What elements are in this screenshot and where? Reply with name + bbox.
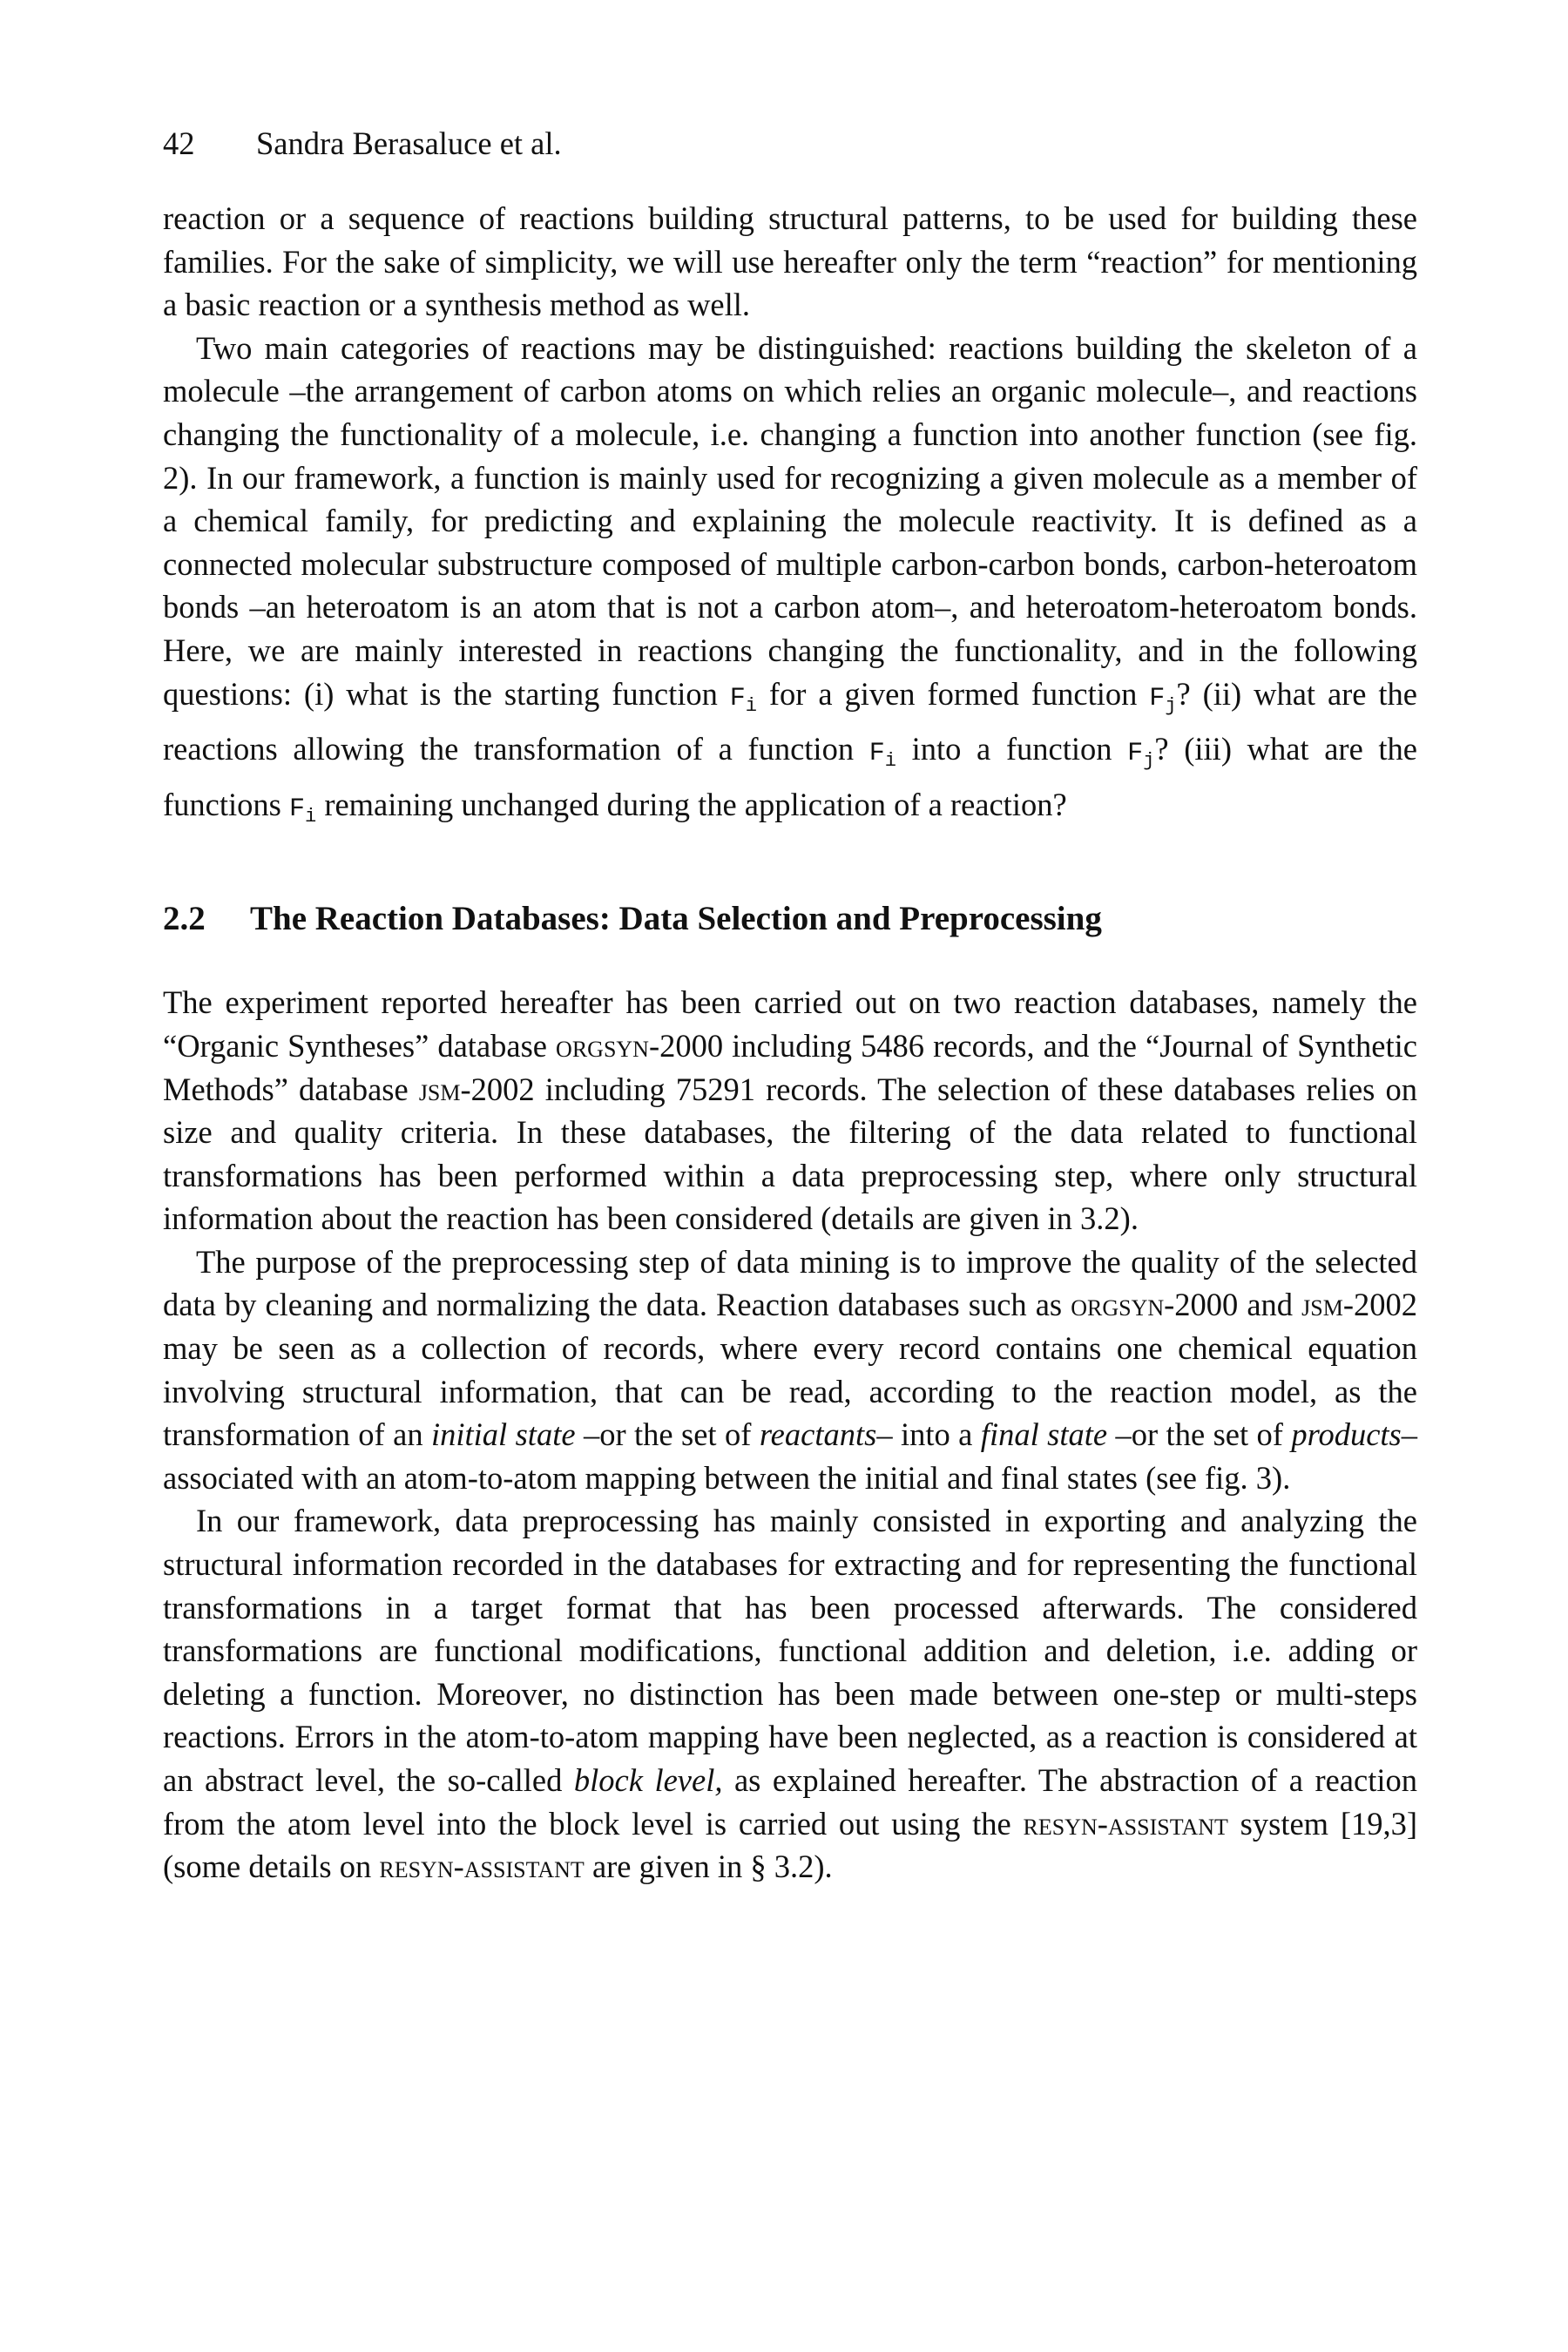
paragraph-reaction-categories: Two main categories of reactions may be distinguished: reactions building the skeleton of a molecule –the arrangement of carbon atoms on which relies an organic molecule–, and reactions changing the functionality of a molecule, i.e. changing a function into another function (see fig. 2). In our framework, a function is mainly used for recognizing a given molecule as a member of a chemical family, for predicting and explaining the molecule reactivity. It is defined as a connected molecular substructure composed of multiple carbon-carbon bonds, carbon-heteroatom bonds –an heteroatom is an atom that is not a carbon atom–, and heteroatom-heteroatom bonds. Here, we are mainly interested in reactions changing the functionality, and in the following questions: (i) what is the starting function $F_i$ for a given formed function $F_j$? (ii) what are the reactions allowing the transformation of a function $F_i$ into a function $F_j$? (iii) what are the functions $F_i$ remaining unchanged during the application of a reaction?	[163, 329, 1418, 828]
paragraph-databases: The experiment reported hereafter has been carried out on two reaction databases, namely the “Organic Syntheses” database orgsyn-2000 including 5486 records, and the “Journal of Synthetic Methods” database jsm-2002 including 75291 records. The selection of these databases relies on size and quality criteria. In these databases, the filtering of the data related to functional transformations has been performed within a data preprocessing step, where only structural information about the reaction has been considered (details are given in 3.2).	[163, 984, 1417, 1237]
running-authors: Sandra Berasaluce et al.	[256, 125, 562, 161]
math-Fi: $F_i$	[868, 739, 896, 773]
running-header	[163, 122, 1417, 166]
math-Fj: $F_j$	[1127, 739, 1155, 773]
section-title: The Reaction Databases: Data Selection and Preprocessing	[250, 900, 1102, 938]
math-Fi: $F_i$	[729, 683, 757, 717]
page-number: 42	[163, 125, 195, 161]
paragraph-preprocessing-purpose: The purpose of the preprocessing step of data mining is to improve the quality of the selected data by cleaning and normalizing the data. Reaction databases such as orgsyn-2000 and jsm-2002 may be seen as a collection of records, where every record contains one chemical equation involving structural information, that can be read, according to the reaction model, as the transformation of an initial state –or the set of reactants– into a final state –or the set of products– associated with an atom-to-atom mapping between the initial and final states (see fig. 3).	[163, 1243, 1417, 1496]
math-Fj: $F_j$	[1149, 683, 1177, 717]
math-Fi: $F_i$	[288, 794, 317, 828]
section-heading	[163, 897, 1417, 941]
paragraph-framework: In our framework, data preprocessing has mainly consisted in exporting and analyzing the structural information recorded in the databases for extracting and for representing the functional transformations in a target format that has been processed afterwards. The considered transformations are functional modifications, functional addition and deletion, i.e. adding or deleting a function. Moreover, no distinction has been made between one-step or multi-steps reactions. Errors in the atom-to-atom mapping have been neglected, as a reaction is considered at an abstract level, the so-called block level, as explained hereafter. The abstraction of a reaction from the atom level into the block level is carried out using the resyn-assistant system [19,3] (some details on resyn-assistant are given in § 3.2).	[163, 1503, 1417, 1885]
paragraph-continuation: reaction or a sequence of reactions building structural patterns, to be used for building these families. For the sake of simplicity, we will use hereafter only the term “reaction” for mentioning a basic reaction or a synthesis method as well.	[163, 200, 1417, 323]
section-number: 2.2	[163, 900, 206, 938]
paper-page	[163, 122, 1417, 1889]
